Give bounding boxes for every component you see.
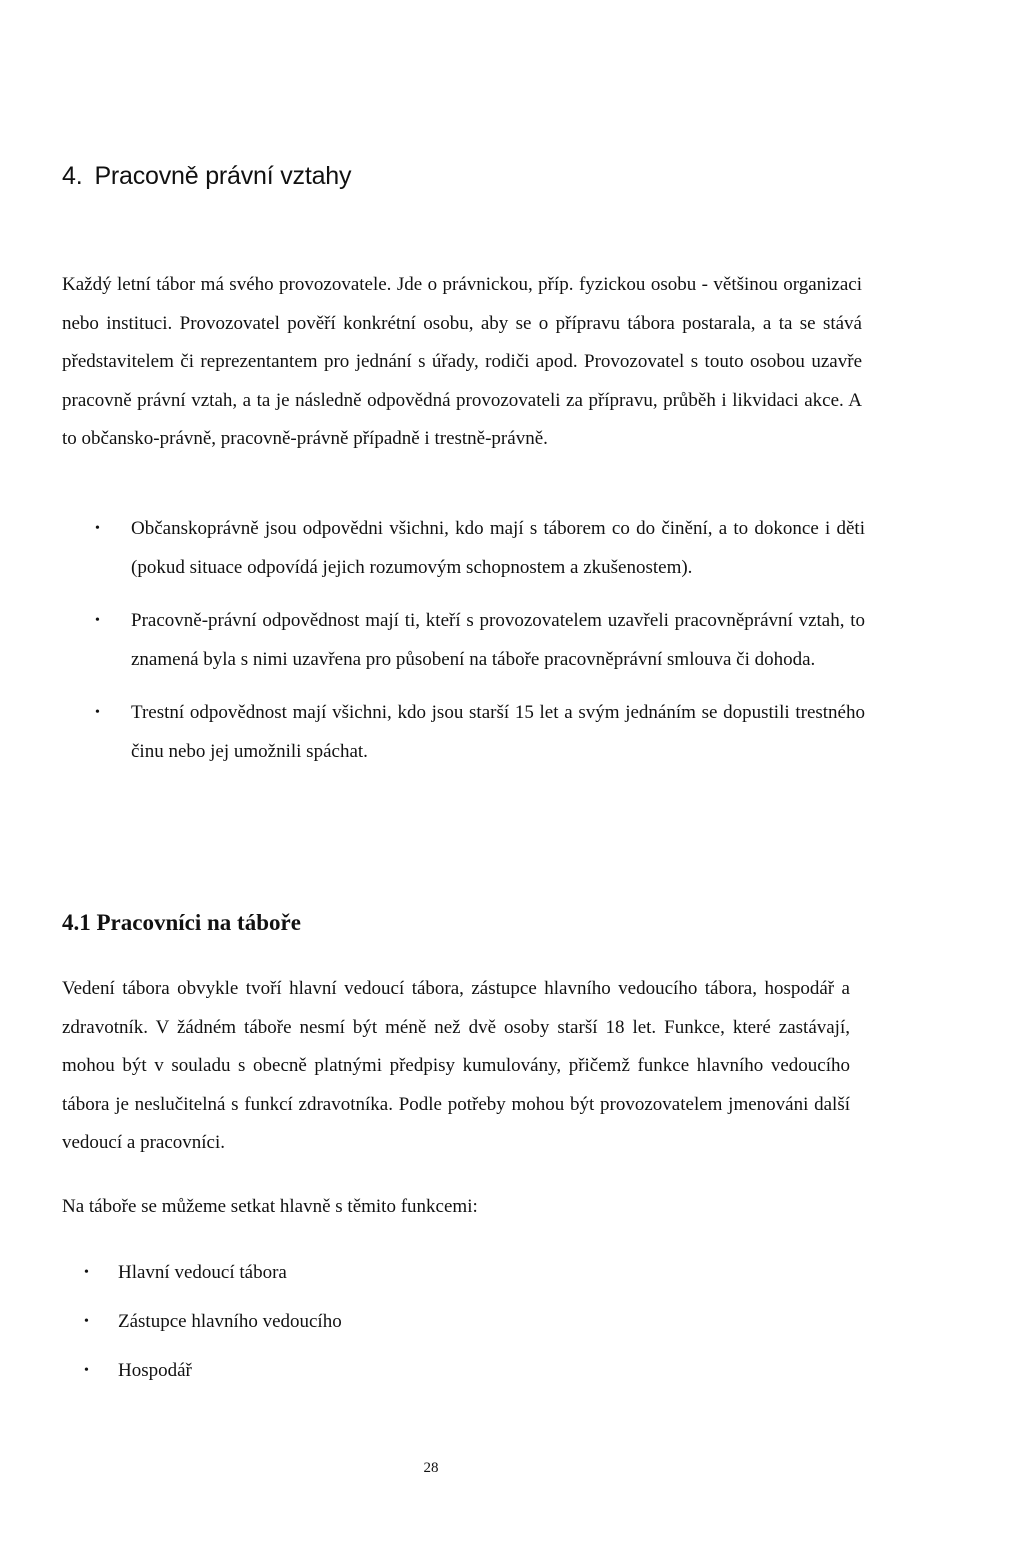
list-item xyxy=(95,602,865,679)
function-label: Hospodář xyxy=(118,1360,192,1381)
list-item xyxy=(95,694,865,771)
list-item-text: Pracovně-právní odpovědnost mají ti, kteří s provozovatelem uzavřeli pracovněprávní vztah, to znamená byla s nimi uzavřena pro působení na táboře pracovněprávní smlouva či dohoda. xyxy=(131,610,865,670)
list-item xyxy=(84,1356,342,1386)
function-label: Zástupce hlavního vedoucího xyxy=(118,1311,342,1332)
intro-paragraph: Každý letní tábor má svého provozovatele. Jde o právnickou, příp. fyzickou osobu - většinou organizaci nebo instituci. Provozovatel pověří konkrétní osobu, aby se o přípravu tábora postarala, a ta se stává představitelem či reprezentantem pro jednání s úřady, rodiči apod. Provozovatel s touto osobou uzavře pracovně právní vztah, a ta je následně odpovědná provozovateli za přípravu, průběh i likvidaci akce. A to občansko-právně, pracovně-právně případně i trestně-právně. xyxy=(62,274,862,449)
list-item-text: Občanskoprávně jsou odpovědni všichni, kdo mají s táborem co do činění, a to dokonce i děti (pokud situace odpovídá jejich rozumovým schopnostem a zkušenostem). xyxy=(131,518,865,578)
subsection-paragraph: Vedení tábora obvykle tvoří hlavní vedoucí tábora, zástupce hlavního vedoucího tábora, hospodář a zdravotník. V žádném táboře nesmí být méně než dvě osoby starší 18 let. Funkce, které zastávají, mohou být v souladu s obecně platnými předpisy kumulovány, přičemž funkce hlavního vedoucího tábora je neslučitelná s funkcí zdravotníka. Podle potřeby mohou být provozovatelem jmenováni další vedoucí a pracovníci. xyxy=(62,978,850,1153)
subsection-heading: 4.1 Pracovníci na táboře xyxy=(62,910,301,935)
function-label: Hlavní vedoucí tábora xyxy=(118,1262,287,1283)
page-number: 28 xyxy=(423,1460,439,1476)
list-item-text: Trestní odpovědnost mají všichni, kdo jsou starší 15 let a svým jednáním se dopustili trestného činu nebo jej umožnili spáchat. xyxy=(131,702,865,762)
list-item xyxy=(84,1307,342,1337)
functions-intro: Na táboře se můžeme setkat hlavně s těmito funkcemi: xyxy=(62,1196,478,1217)
bullet-icon: • xyxy=(95,705,100,720)
bullet-icon: • xyxy=(84,1265,89,1280)
section-heading xyxy=(62,162,351,191)
bullet-icon: • xyxy=(84,1314,89,1329)
section-title: Pracovně právní vztahy xyxy=(94,162,352,190)
bullet-icon: • xyxy=(95,521,100,536)
list-item xyxy=(84,1258,342,1288)
list-item xyxy=(95,510,865,587)
bullet-icon: • xyxy=(95,613,100,628)
section-number: 4. xyxy=(62,162,83,190)
bullet-icon: • xyxy=(84,1363,89,1378)
functions-list xyxy=(84,1258,342,1405)
responsibility-list xyxy=(95,510,865,786)
